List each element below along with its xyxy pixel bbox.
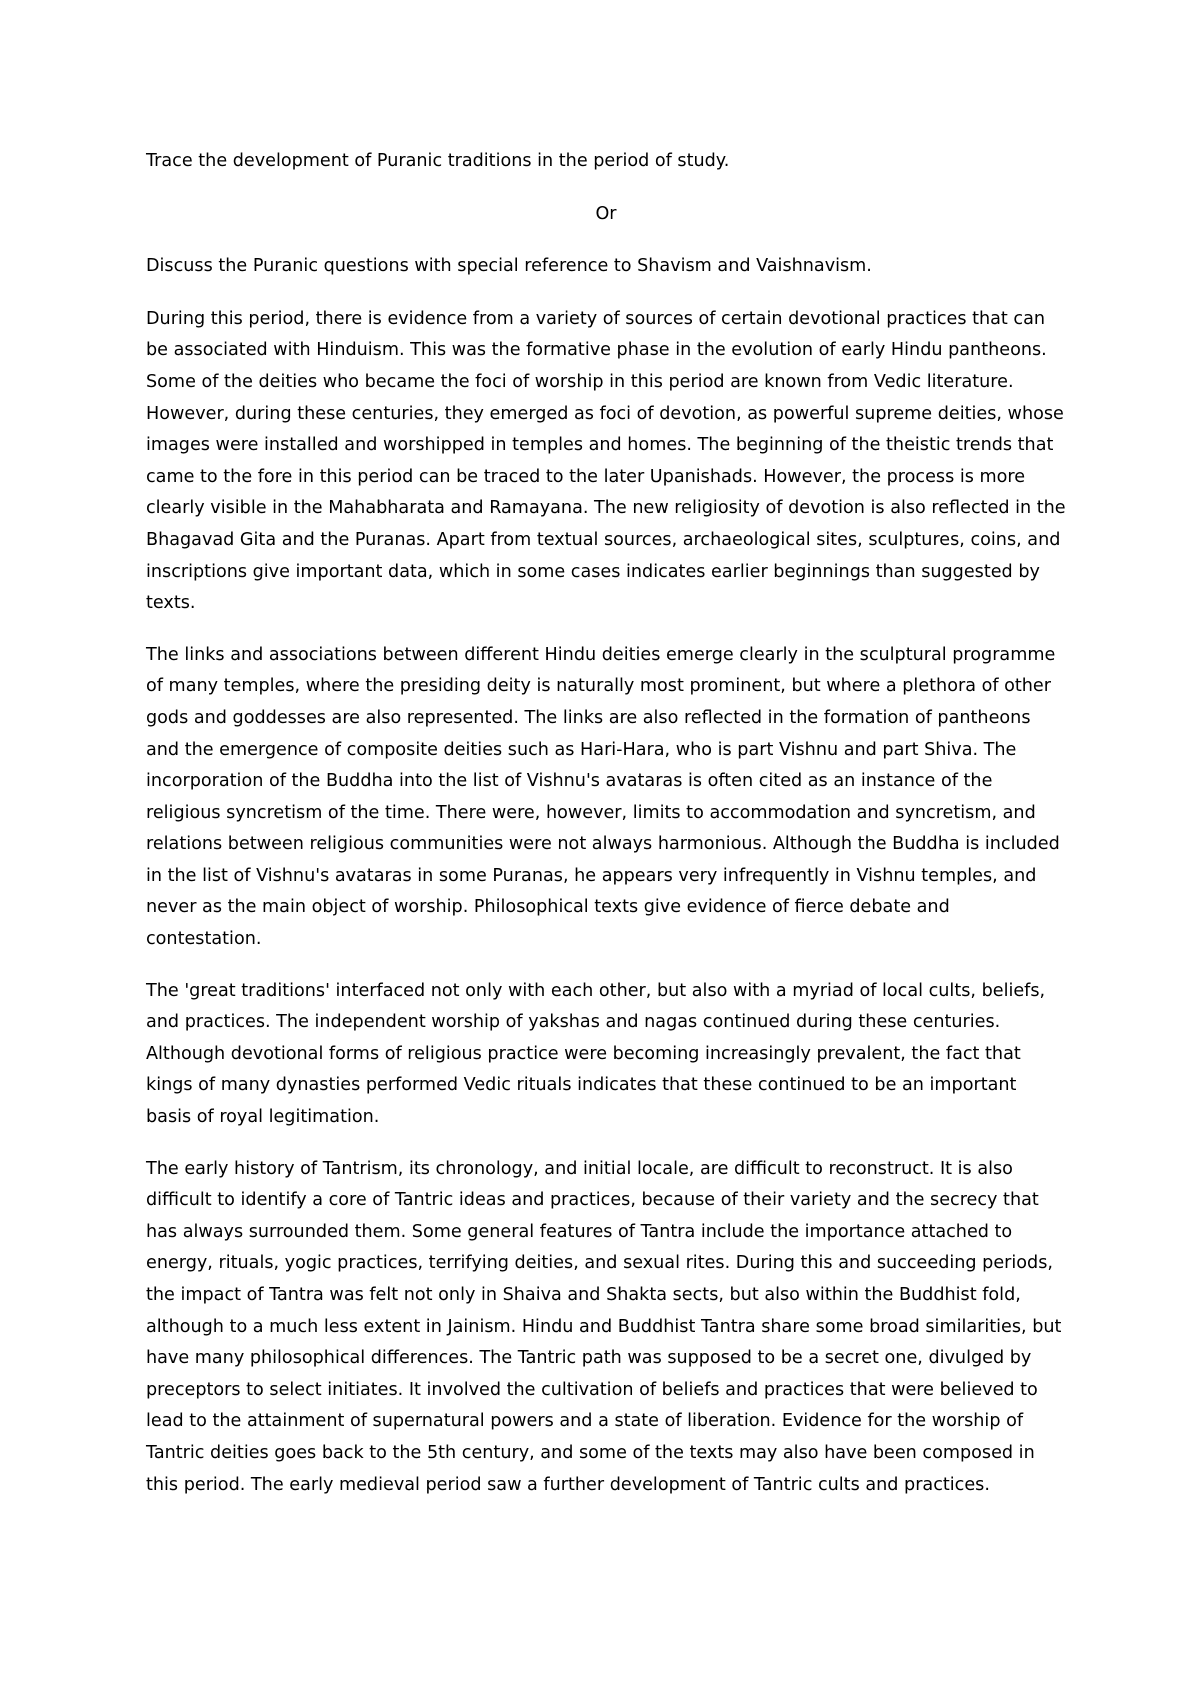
question-2: Discuss the Puranic questions with special reference to Shavism and Vaishnavism. (146, 256, 872, 277)
or-separator: Or (595, 203, 617, 224)
document-page (146, 146, 1066, 1521)
question-1: Trace the development of Puranic traditions in the period of study. (146, 151, 730, 171)
paragraph-great-traditions: The 'great traditions' interfaced not only with each other, but also with a myriad of local cults, beliefs, and practices. The independent worship of yakshas and nagas continued during these centuries. Although devotional forms of religious practice were becoming increasingly prevalent, the fact that kings of many dynasties performed Vedic rituals indicates that these continued to be an important basis of royal legitimation. (146, 980, 1046, 1128)
paragraph-tantrism: The early history of Tantrism, its chronology, and initial locale, are difficult to reconstruct. It is also difficult to identify a core of Tantric ideas and practices, because of their variety and the secrecy that has always surrounded them. Some general features of Tantra include the importance attached to energy, rituals, yogic practices, terrifying deities, and sexual rites. During this and succeeding periods, the impact of Tantra was felt not only in Shaiva and Shakta sects, but also within the Buddhist fold, although to a much less extent in Jainism. Hindu and Buddhist Tantra share some broad similarities, but have many philosophical differences. The Tantric path was supposed to be a secret one, divulged by preceptors to select initiates. It involved the cultivation of beliefs and practices that were believed to lead to the attainment of supernatural powers and a state of liberation. Evidence for the worship of Tantric deities goes back to the 5th century, and some of the texts may also have been composed in this period. The early medieval period saw a further development of Tantric cults and practices. (146, 1158, 1062, 1495)
paragraph-deity-links: The links and associations between different Hindu deities emerge clearly in the sculptural programme of many temples, where the presiding deity is naturally most prominent, but where a plethora of other gods and goddesses are also represented. The links are also reflected in the formation of pantheons and the emergence of composite deities such as Hari-Hara, who is part Vishnu and part Shiva. The incorporation of the Buddha into the list of Vishnu's avataras is often cited as an instance of the religious syncretism of the time. There were, however, limits to accommodation and syncretism, and relations between religious communities were not always harmonious. Although the Buddha is included in the list of Vishnu's avataras in some Puranas, he appears very infrequently in Vishnu temples, and never as the main object of worship. Philosophical texts give evidence of fierce debate and contestation. (146, 644, 1060, 950)
paragraph-devotional-practices: During this period, there is evidence from a variety of sources of certain devotional practices that can be associated with Hinduism. This was the formative phase in the evolution of early Hindu pantheons. Some of the deities who became the foci of worship in this period are known from Vedic literature. However, during these centuries, they emerged as foci of devotion, as powerful supreme deities, whose images were installed and worshipped in temples and homes. The beginning of the theistic trends that came to the fore in this period can be traced to the later Upanishads. However, the process is more clearly visible in the Mahabharata and Ramayana. The new religiosity of devotion is also reflected in the Bhagavad Gita and the Puranas. Apart from textual sources, archaeological sites, sculptures, coins, and inscriptions give important data, which in some cases indicates earlier beginnings than suggested by texts. (146, 308, 1066, 614)
